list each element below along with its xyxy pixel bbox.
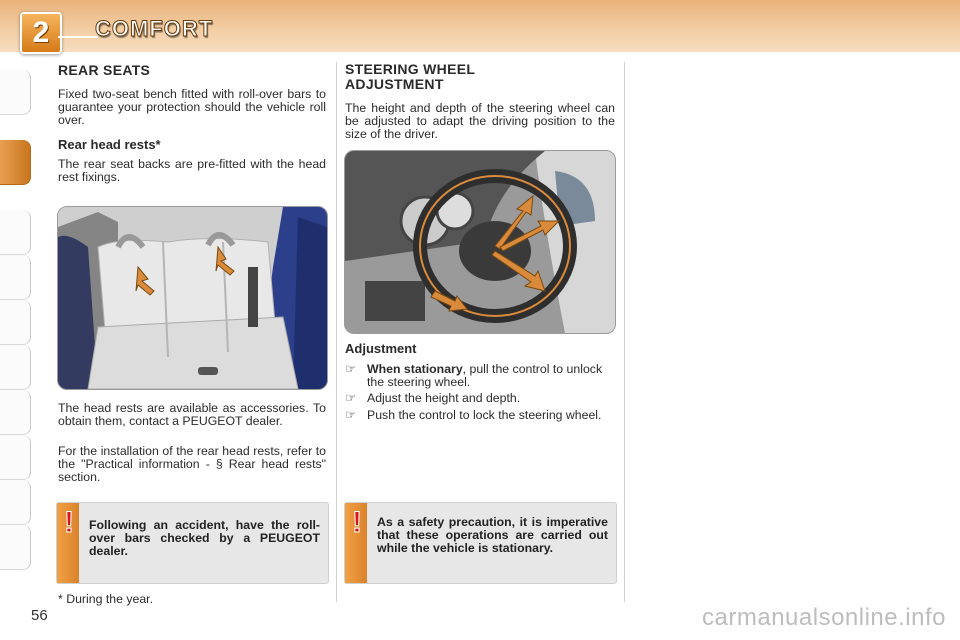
warning-box-safety [344, 502, 617, 584]
chapter-tab-9[interactable] [0, 480, 31, 525]
warning-text-roll-over: Following an accident, have the roll-over bars checked by a PEUGEOT dealer. [89, 518, 320, 558]
header-divider [58, 36, 98, 38]
chapter-tab-8[interactable] [0, 435, 31, 480]
section-heading-steering: STEERING WHEEL ADJUSTMENT [345, 61, 475, 92]
steering-intro: The height and depth of the steering wheel can be adjusted to adapt the driving position to the size of the driver. [345, 101, 615, 141]
chapter-tab-2[interactable] [0, 140, 31, 185]
chapter-tab-1[interactable] [0, 70, 31, 115]
subheading-rear-head-rests: Rear head rests* [58, 137, 161, 152]
chapter-tab-10[interactable] [0, 525, 31, 570]
step-text: Push the control to lock the steering wheel. [367, 408, 602, 422]
rear-seats-intro: Fixed two-seat bench fitted with roll-over bars to guarantee your protection should the vehicle roll over. [58, 87, 326, 127]
footnote: * During the year. [58, 592, 154, 606]
page-title: COMFORT [95, 16, 214, 41]
chapter-tab-5[interactable] [0, 300, 31, 345]
adjustment-step-3 [345, 409, 617, 435]
warning-box-roll-over [56, 502, 329, 584]
head-rests-accessories: The head rests are available as accessories. To obtain them, contact a PEUGEOT dealer. [58, 401, 326, 428]
rear-seats-illustration [57, 206, 328, 390]
hand-pointer-icon: ☞ [345, 391, 357, 405]
chapter-tab-4[interactable] [0, 255, 31, 300]
column-divider [336, 62, 337, 602]
chapter-tab-7[interactable] [0, 390, 31, 435]
adjustment-step-2 [345, 392, 617, 406]
step-text: Adjust the height and depth. [367, 391, 521, 405]
steering-wheel-illustration [344, 150, 616, 334]
watermark: carmanualsonline.info [702, 604, 946, 631]
adjustment-step-1 [345, 363, 617, 389]
chapter-badge: 2 [20, 12, 62, 54]
hand-pointer-icon: ☞ [345, 362, 357, 376]
warning-icon: ! [64, 506, 74, 539]
section-heading-rear-seats: REAR SEATS [58, 62, 151, 78]
column-divider-right [624, 62, 625, 602]
head-rests-intro: The rear seat backs are pre-fitted with the head rest fixings. [58, 157, 326, 184]
warning-icon: ! [352, 506, 362, 539]
head-rests-installation: For the installation of the rear head rests, refer to the "Practical information - § Rear head rests" section. [58, 444, 326, 484]
subheading-adjustment: Adjustment [345, 341, 417, 356]
chapter-tabs [0, 60, 32, 580]
step-text: When stationary, pull the control to unlock the steering wheel. [367, 362, 603, 389]
page-number: 56 [31, 607, 48, 624]
chapter-tab-3[interactable] [0, 210, 31, 255]
chapter-tab-6[interactable] [0, 345, 31, 390]
warning-text-safety: As a safety precaution, it is imperative that these operations are carried out while the vehicle is stationary. [377, 515, 608, 555]
hand-pointer-icon: ☞ [345, 408, 357, 422]
